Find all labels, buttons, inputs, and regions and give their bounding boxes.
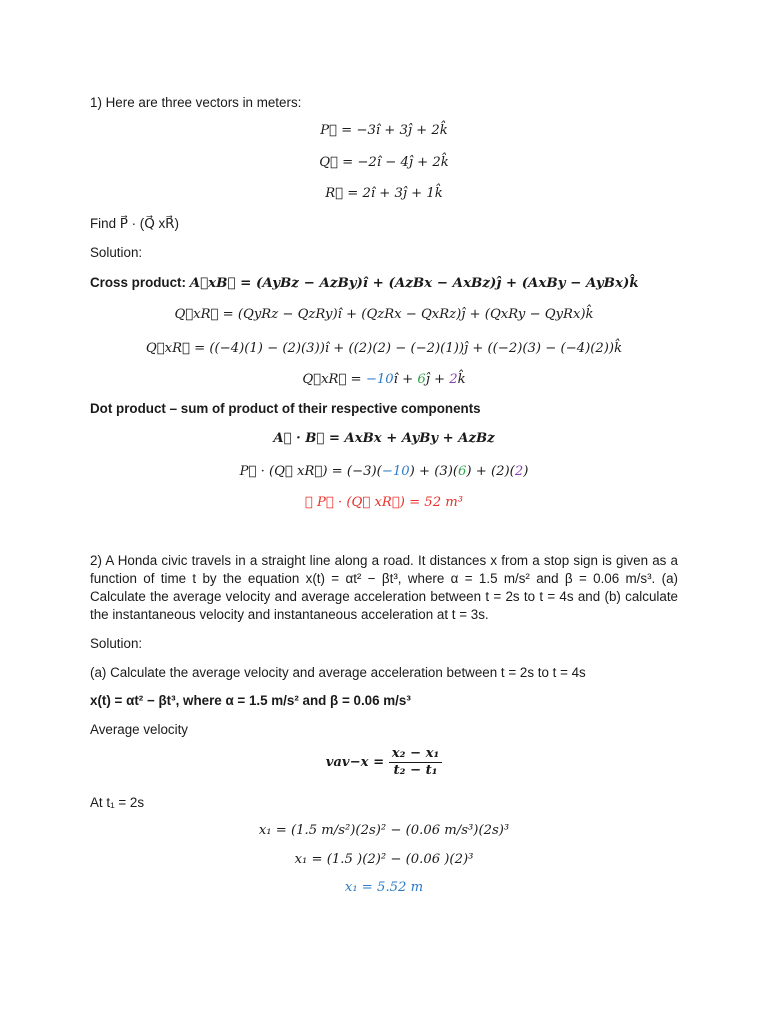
- vav-denominator: t₂ − t₁: [393, 763, 438, 778]
- qxr-general-formula: Q⃗xR⃗ = (QyRz − QzRy)î + (QzRx − QxRz)ĵ + (QxRy − QyRx)k̂: [174, 307, 594, 322]
- dot-product-calculation: [0, 463, 768, 481]
- at-t1-label: At t₁ = 2s: [90, 795, 145, 810]
- qxr-result: [0, 371, 768, 389]
- vector-p: P⃗ = −3î + 3ĵ + 2k̂: [320, 123, 448, 138]
- vav-numerator: x₂ − x₁: [389, 746, 443, 763]
- vav-fraction: [389, 746, 443, 779]
- vav-lhs: vav−x =: [325, 755, 385, 770]
- dot-calc-c: 2: [514, 464, 524, 479]
- qxr-i-component: −10: [365, 372, 394, 387]
- dot-calc-mid1: ) + (3)(: [409, 464, 459, 479]
- q2-given: x(t) = αt² − βt³, where α = 1.5 m/s² and β = 0.06 m/s³: [90, 693, 411, 708]
- q2-solution-label: Solution:: [90, 636, 143, 651]
- qxr-result-prefix: Q⃗xR⃗ =: [302, 372, 366, 387]
- q1-answer: ∴ P⃗ · (Q⃗ xR⃗) = 52 m³: [304, 495, 464, 510]
- dot-calc-a: −10: [381, 464, 410, 479]
- qxr-j-component: 6: [417, 372, 426, 387]
- q1-intro: 1) Here are three vectors in meters:: [90, 95, 302, 110]
- avg-velocity-label: Average velocity: [90, 722, 189, 737]
- x1-line-2: x₁ = (1.5 )(2)² − (0.06 )(2)³: [294, 852, 474, 867]
- dot-product-formula: A⃗ · B⃗ = AxBx + AyBy + AzBz: [273, 431, 495, 446]
- dot-product-label: Dot product – sum of product of their respective components: [90, 401, 481, 416]
- dot-calc-prefix: P⃗ · (Q⃗ xR⃗) = (−3)(: [239, 464, 382, 479]
- qxr-k-unit: k̂: [457, 372, 466, 387]
- vector-q: Q⃗ = −2î − 4ĵ + 2k̂: [319, 155, 449, 170]
- cross-product-label: Cross product:: [90, 275, 186, 290]
- qxr-i-unit: î +: [393, 372, 418, 387]
- qxr-j-unit: ĵ +: [425, 372, 450, 387]
- vector-r: R⃗ = 2î + 3ĵ + 1k̂: [325, 186, 443, 201]
- q2-part-a: (a) Calculate the average velocity and average acceleration between t = 2s to t = 4s: [90, 665, 586, 680]
- cross-product-formula: A⃗xB⃗ = (AyBz − AzBy)î + (AzBx − AxBz)ĵ + (AxBy − AyBx)k̂: [189, 275, 639, 291]
- cross-product-line: [90, 274, 639, 292]
- dot-calc-end: ): [523, 464, 529, 479]
- dot-calc-b: 6: [458, 464, 467, 479]
- q2-problem: 2) A Honda civic travels in a straight line along a road. It distances x from a stop sign is given as a function of time t by the equation x(t) = αt² − βt³, where α = 1.5 m/s² and β = 0.06 m/s³. (a) Calculate the average velocity and average acceleration between t = 2s to t = 4s and (b) calculate the instantaneous velocity and instantaneous acceleration at t = 3s.: [90, 553, 678, 622]
- avg-velocity-formula: [0, 746, 768, 779]
- qxr-numeric-substitution: Q⃗xR⃗ = ((−4)(1) − (2)(3))î + ((2)(2) − (−2)(1))ĵ + ((−2)(3) − (−4)(2))k̂: [145, 341, 623, 356]
- x1-result: x₁ = 5.52 m: [344, 880, 424, 895]
- qxr-k-component: 2: [449, 372, 458, 387]
- x1-line-1: x₁ = (1.5 m/s²)(2s)² − (0.06 m/s³)(2s)³: [258, 823, 510, 838]
- q1-solution-label: Solution:: [90, 245, 143, 260]
- q1-find: Find P⃗ · (Q⃗ xR⃗): [90, 216, 179, 231]
- dot-calc-mid2: ) + (2)(: [466, 464, 515, 479]
